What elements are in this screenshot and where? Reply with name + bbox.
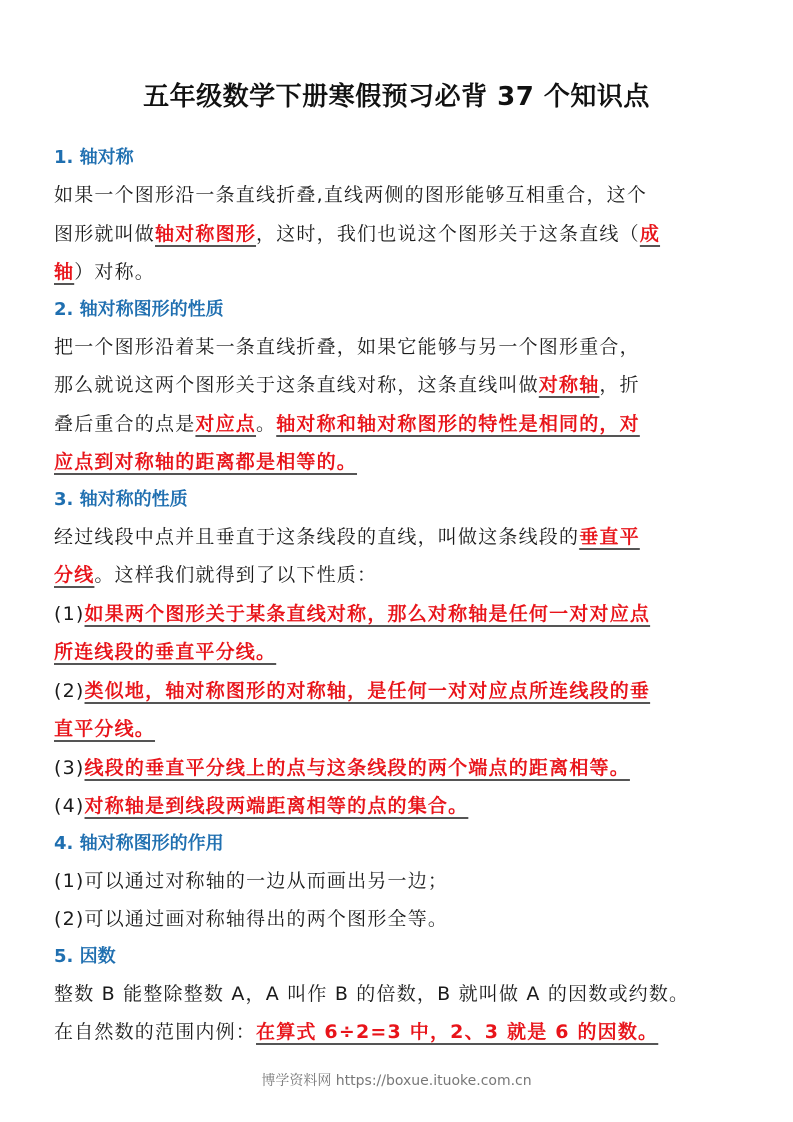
section-heading: 2. 轴对称图形的性质 <box>54 298 224 320</box>
body-text: 。 <box>256 412 277 435</box>
section-heading: 5. 因数 <box>54 945 116 967</box>
highlighted-text: 轴对称图形 <box>155 222 257 245</box>
paragraph-line <box>54 556 744 595</box>
section-3 <box>54 482 744 826</box>
paragraph-line <box>54 975 744 1014</box>
highlighted-text: 应点到对称轴的距离都是相等的。 <box>54 451 358 473</box>
body-text: (1) <box>54 602 85 625</box>
body-text: 如果一个图形沿一条直线折叠,直线两侧的图形能够互相重合，这个 <box>54 184 648 206</box>
body-text: 在自然数的范围内例： <box>54 1021 257 1043</box>
paragraph-line <box>54 749 744 788</box>
paragraph-line <box>54 672 744 711</box>
body-text: 图形就叫做 <box>54 222 156 245</box>
body-text: ，这时，我们也说这个图形关于这条直线（ <box>256 222 640 245</box>
body-text: 。这样我们就得到了以下性质： <box>94 564 378 586</box>
highlighted-text: 分线 <box>54 564 95 586</box>
highlighted-text: 直平分线。 <box>54 718 156 740</box>
section-heading: 1. 轴对称 <box>54 147 134 168</box>
highlighted-text: 如果两个图形关于某条直线对称，那么对称轴是任何一对对应点 <box>84 602 651 625</box>
paragraph-line <box>54 328 744 367</box>
paragraph-line <box>54 633 744 672</box>
paragraph-line <box>54 405 744 444</box>
paragraph-line <box>54 787 744 826</box>
body-text: (2)可以通过画对称轴得出的两个图形全等。 <box>54 908 449 930</box>
body-text: 把一个图形沿着某一条直线折叠，如果它能够与另一个图形重合， <box>54 335 640 358</box>
highlighted-text: 在算式 6÷2=3 中，2、3 就是 6 的因数。 <box>256 1021 659 1043</box>
body-text: (4) <box>54 795 85 817</box>
highlighted-text: 垂直平 <box>579 525 640 548</box>
paragraph-line <box>54 215 744 254</box>
body-text: 叠后重合的点是 <box>54 412 196 435</box>
highlighted-text: 轴 <box>54 261 75 283</box>
body-text: 经过线段中点并且垂直于这条线段的直线，叫做这条线段的 <box>54 525 580 548</box>
section-5 <box>54 939 744 1052</box>
body-text: ）对称。 <box>74 261 156 283</box>
paragraph-line <box>54 366 744 405</box>
highlighted-text: 线段的垂直平分线上的点与这条线段的两个端点的距离相等。 <box>84 756 630 779</box>
paragraph-line <box>54 595 744 634</box>
paragraph-line <box>54 176 744 215</box>
paragraph-line <box>54 900 744 939</box>
footer-watermark: 博学资料网 https://boxue.ituoke.com.cn <box>261 1073 532 1089</box>
document-body <box>54 140 744 1052</box>
highlighted-text: 对称轴 <box>538 374 600 396</box>
body-text: ，折 <box>599 374 640 396</box>
highlighted-text: 对应点 <box>195 412 257 435</box>
section-heading: 3. 轴对称的性质 <box>54 488 188 510</box>
body-text: (3) <box>54 756 85 779</box>
body-text: (1)可以通过对称轴的一边从而画出另一边； <box>54 869 449 892</box>
highlighted-text: 成 <box>639 222 661 245</box>
section-4 <box>54 826 744 939</box>
highlighted-text: 轴对称和轴对称图形的特性是相同的，对 <box>276 412 640 435</box>
highlighted-text: 类似地，轴对称图形的对称轴，是任何一对对应点所连线段的垂 <box>84 679 651 702</box>
highlighted-text: 对称轴是到线段两端距离相等的点的集合。 <box>84 795 469 817</box>
document-title: 五年级数学下册寒假预习必背 37 个知识点 <box>143 82 650 112</box>
body-text: 那么就说这两个图形关于这条直线对称，这条直线叫做 <box>54 374 539 396</box>
section-1 <box>54 140 744 292</box>
section-2 <box>54 292 744 482</box>
paragraph-line <box>54 710 744 749</box>
paragraph-line <box>54 253 744 292</box>
section-heading: 4. 轴对称图形的作用 <box>54 832 224 854</box>
body-text: (2) <box>54 679 85 702</box>
paragraph-line <box>54 862 744 901</box>
body-text: 整数 B 能整除整数 A，A 叫作 B 的倍数，B 就叫做 A 的因数或约数。 <box>54 982 690 1005</box>
highlighted-text: 所连线段的垂直平分线。 <box>54 641 277 663</box>
paragraph-line <box>54 518 744 557</box>
paragraph-line <box>54 1013 744 1052</box>
paragraph-line <box>54 443 744 482</box>
